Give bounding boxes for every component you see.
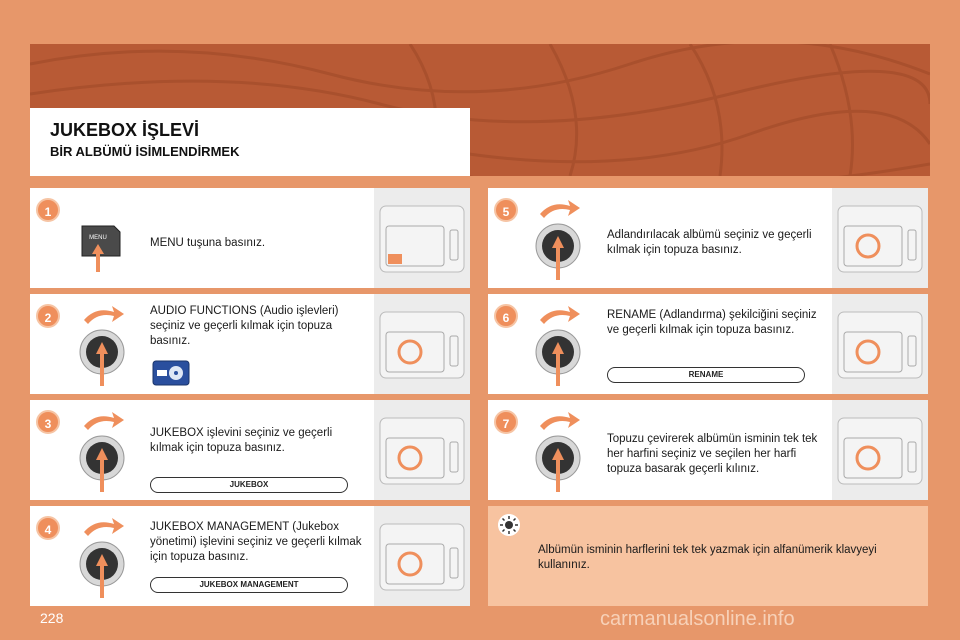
jukebox-pill: JUKEBOX: [150, 477, 348, 493]
rotary-knob-icon: [74, 302, 134, 388]
rotary-knob-icon: [530, 302, 590, 388]
step-text-6: RENAME (Adlandırma) şekilciğini seçiniz ve geçerli kılmak için topuza basınız.: [607, 309, 817, 336]
step-text-5: Adlandırılacak albümü seçiniz ve geçerli kılmak için topuza basınız.: [607, 229, 812, 256]
step-number-4: 4: [36, 516, 60, 540]
step-number-2: 2: [36, 304, 60, 328]
radio-unit-icon: [836, 196, 924, 282]
step-text-4: JUKEBOX MANAGEMENT (Jukebox yönetimi) işlevini seçiniz ve geçerli kılmak için topuza basınız.: [150, 521, 362, 563]
radio-unit-icon: [378, 408, 466, 494]
step-number-7: 7: [494, 410, 518, 434]
rotary-knob-icon: [74, 408, 134, 494]
step-text-3: JUKEBOX işlevini seçiniz ve geçerli kılmak için topuza basınız.: [150, 427, 333, 454]
menu-button-icon: [76, 220, 126, 274]
page-number: 228: [40, 610, 64, 626]
radio-unit-icon: [836, 302, 924, 388]
menu-button-label: MENU: [89, 235, 107, 241]
step-number-1: 1: [36, 198, 60, 222]
radio-unit-icon: [378, 302, 466, 388]
step-number-6: 6: [494, 304, 518, 328]
jukebox-management-pill: JUKEBOX MANAGEMENT: [150, 577, 348, 593]
radio-unit-icon: [378, 196, 466, 282]
step-number-3: 3: [36, 410, 60, 434]
radio-unit-icon: [836, 408, 924, 494]
step-number-5: 5: [494, 198, 518, 222]
rename-pill: RENAME: [607, 367, 805, 383]
step-text-7: Topuzu çevirerek albümün isminin tek tek her harfini seçiniz ve seçilen her harfi topuza basarak geçerli kılınız.: [607, 433, 818, 475]
step-text-2: AUDIO FUNCTIONS (Audio işlevleri) seçiniz ve geçerli kılmak için topuza basınız.: [150, 305, 339, 347]
step-text-1: MENU tuşuna basınız.: [150, 237, 266, 249]
radio-unit-icon: [378, 514, 466, 600]
tip-text: Albümün isminin harflerini tek tek yazmak için alfanümerik klavyeyi kullanınız.: [538, 544, 877, 571]
page-title: JUKEBOX İŞLEVİ: [50, 120, 200, 140]
page-subtitle: BİR ALBÜMÜ İSİMLENDİRMEK: [50, 144, 240, 159]
title-box: [30, 108, 470, 176]
rotary-knob-icon: [530, 408, 590, 494]
watermark: carmanualsonline.info: [600, 608, 795, 630]
rotary-knob-icon: [530, 196, 590, 282]
rotary-knob-icon: [74, 514, 134, 600]
sun-icon: [498, 514, 520, 536]
audio-functions-icon: [152, 360, 190, 386]
